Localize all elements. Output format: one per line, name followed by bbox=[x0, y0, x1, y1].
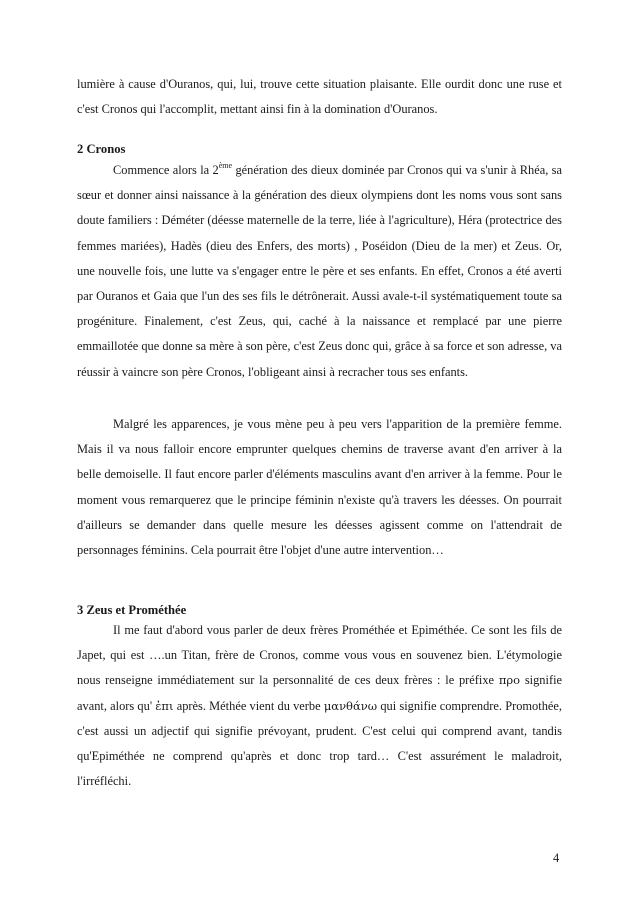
superscript-eme: ème bbox=[218, 161, 233, 170]
paragraph-promethee-text-3: après. Méthée vient du verbe bbox=[173, 698, 324, 713]
greek-word-pro: προ bbox=[498, 673, 521, 688]
greek-word-manthano: μανθάνω bbox=[323, 698, 378, 713]
paragraph-promethee-text-1: Il me faut d'abord vous parler de deux frères Prométhée et Epiméthée. Ce sont les fils de Japet, qui est ….un Titan, frère de Cronos, comme vous vous en souvenez bien. L'étymologie nous renseigne immédiatement sur la personnalité de ces deux frères : le préfixe bbox=[77, 623, 562, 688]
paragraph-cronos bbox=[77, 158, 562, 385]
section-heading-zeus-promethee: 3 Zeus et Prométhée bbox=[77, 603, 187, 617]
paragraph-cronos-text-rest: génération des dieux dominée par Cronos qui va s'unir à Rhéa, sa sœur et donner ainsi naissance à la génération des dieux olympiens dont les noms vous sont sans doute familiers : Déméter (déesse maternelle de la terre, liée à l'agriculture), Héra (protectrice des femmes mariées), Hadès (dieu des Enfers, des morts) , Poséidon (Dieu de la mer) et Zeus. Or, une nouvelle fois, une lutte va s'engager entre le père et ses enfants. En effet, Cronos a été averti par Ouranos et Gaia que l'un des ses fils le détrônerait. Aussi avale-t-il systématiquement toute sa progéniture. Finalement, c'est Zeus, qui, caché à la naissance et remplacé par une pierre emmaillotée que donne sa mère à son père, c'est Zeus donc qui, grâce à sa force et son adresse, va réussir à vaincre son père Cronos, l'obligeant ainsi à recracher tous ses enfants. bbox=[77, 163, 562, 379]
paragraph-apparitions: Malgré les apparences, je vous mène peu à peu vers l'apparition de la première femme. Mais il va nous falloir encore emprunter quelques chemins de traverse avant d'en arriver à la belle demoiselle. Il faut encore parler d'éléments masculins avant d'en arriver à la femme. Pour le moment vous remarquerez que le principe féminin n'existe qu'à travers les déesses. On pourrait d'ailleurs se demander dans quelle mesure les déesses agissent comme on l'attendrait de personnages féminins. Cela pourrait être l'objet d'une autre intervention… bbox=[77, 417, 562, 558]
paragraph-promethee bbox=[77, 618, 562, 794]
paragraph-promethee-text-2: signifie avant, alors qu' bbox=[77, 673, 563, 713]
paragraph-promethee-text-4: qui signifie comprendre. Promothée, c'est aussi un adjectif qui signifie prévoyant, prudent. C'est celui qui comprend avant, tandis qu'Epiméthée ne comprend qu'après et donc trop tard… C'est assurément le maladroit, l'irréfléchi. bbox=[77, 698, 562, 789]
paragraph-ouranos-ending: lumière à cause d'Ouranos, qui, lui, trouve cette situation plaisante. Elle ourdit donc une ruse et c'est Cronos qui l'accomplit, mettant ainsi fin à la domination d'Ouranos. bbox=[77, 77, 562, 117]
section-heading-cronos: 2 Cronos bbox=[77, 142, 126, 156]
greek-word-epi: ἐπι bbox=[155, 698, 174, 713]
page-number: 4 bbox=[553, 851, 560, 865]
paragraph-cronos-text-start: Commence alors la 2 bbox=[113, 163, 219, 177]
